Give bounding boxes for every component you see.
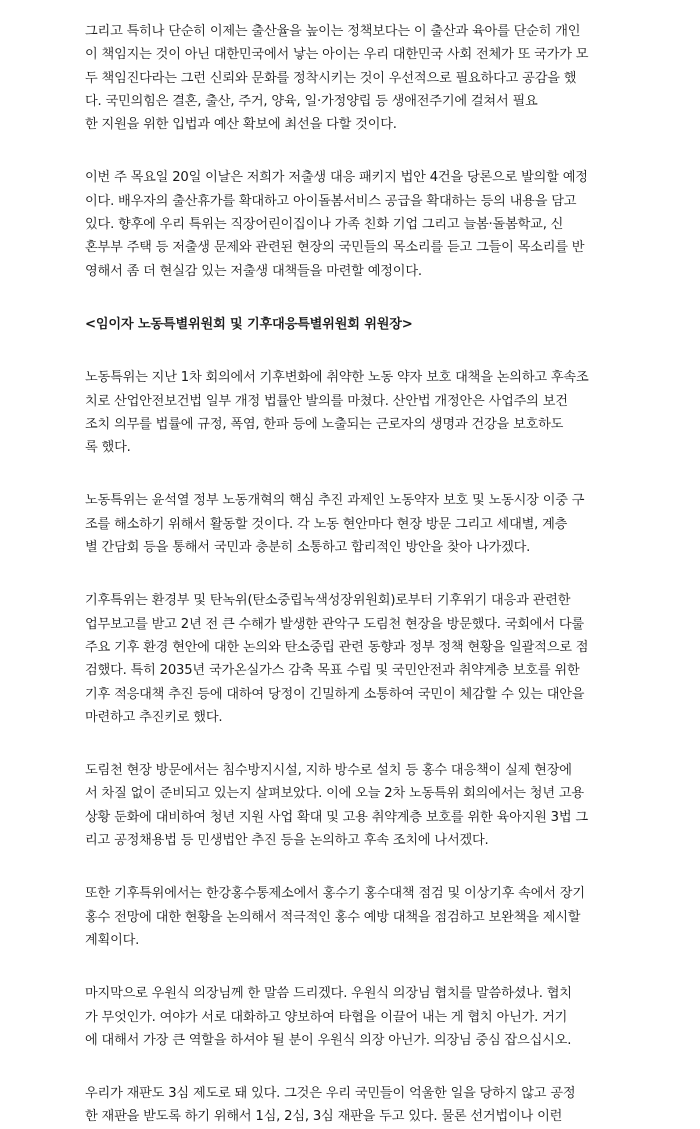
- paragraph-lowbirth-policy: [85, 20, 620, 136]
- text-line: 기후 적응대책 추진 등에 대하여 당정이 긴밀하게 소통하여 국민이 체감할 수 있는 대안을: [85, 686, 585, 702]
- text-line: 에 대해서 가장 큰 역할을 하셔야 될 분이 우원식 의장 아닌가. 의장님 중심 잡으십시오.: [85, 1032, 572, 1048]
- text-line: 주요 기후 환경 현안에 대한 논의와 탄소중립 관련 동향과 정부 정책 현황을 일괄적으로 점: [85, 639, 589, 655]
- text-line: 마련하고 추진키로 했다.: [85, 709, 223, 725]
- paragraph-trial-system: [85, 1082, 620, 1129]
- text-line: 또한 기후특위에서는 한강홍수통제소에서 홍수기 홍수대책 점검 및 이상기후 속에서 장기: [85, 886, 585, 902]
- text-line: 계획이다.: [85, 932, 140, 948]
- text-line: 조를 해소하기 위해서 활동할 것이다. 각 노동 현안마다 현장 방문 그리고 세대별, 계층: [85, 516, 568, 532]
- paragraph-flood-control: [85, 882, 620, 952]
- text-line: 마지막으로 우원식 의장님께 한 말씀 드리겠다. 우원식 의장님 협치를 말씀하셨나. 협치: [85, 986, 572, 1002]
- text-line: 한 지원을 위한 입법과 예산 확보에 최선을 다할 것이다.: [85, 117, 397, 133]
- text-line: 다. 국민의힘은 결혼, 출산, 주거, 양육, 일·가정양립 등 생애전주기에 걸쳐서 필요: [85, 93, 538, 109]
- text-line: 상황 둔화에 대비하여 청년 지원 사업 확대 및 고용 취약계층 보호를 위한 육아지원 3법 그: [85, 809, 588, 825]
- text-line: 이번 주 목요일 20일 이날은 저희가 저출생 대응 패키지 법안 4건을 당론으로 발의할 예정: [85, 170, 588, 186]
- text-line: 치로 산업안전보건법 일부 개정 법률안 발의를 마쳤다. 산안법 개정안은 사업주의 보건: [85, 393, 568, 409]
- text-line: 노동특위는 지난 1차 회의에서 기후변화에 취약한 노동 약자 보호 대책을 논의하고 후속조: [85, 370, 589, 386]
- paragraph-package-bills: [85, 166, 620, 282]
- paragraph-labor-reform: [85, 489, 620, 559]
- paragraph-climate-committee: [85, 589, 620, 729]
- section-heading: <임이자 노동특별위원회 및 기후대응특별위원회 위원장>: [85, 316, 413, 332]
- text-line: 이다. 배우자의 출산휴가를 확대하고 아이돌봄서비스 공급을 확대하는 등의 내용을 담고: [85, 193, 577, 209]
- text-line: 홍수 전망에 대한 현황을 논의해서 적극적인 홍수 예방 대책을 점검하고 보완책을 제시할: [85, 909, 581, 925]
- text-line: 그리고 특히나 단순히 이제는 출산율을 높이는 정책보다는 이 출산과 육아를 단순히 개인: [85, 24, 581, 39]
- paragraph-dorimcheon-visit: [85, 759, 620, 852]
- text-line: 검했다. 특히 2035년 국가온실가스 감축 목표 수립 및 국민안전과 취약계층 보호를 위한: [85, 663, 580, 679]
- text-line: 서 차질 없이 준비되고 있는지 살펴보았다. 이에 오늘 2차 노동특위 회의에서는 청년 고용: [85, 786, 584, 802]
- text-line: 기후특위는 환경부 및 탄녹위(탄소중립녹색성장위원회)로부터 기후위기 대응과 관련한: [85, 593, 571, 609]
- text-line: 이 책임지는 것이 아닌 대한민국에서 낳는 아이는 우리 대한민국 사회 전체가 또 국가가 모: [85, 47, 589, 63]
- text-line: 우리가 재판도 3심 제도로 돼 있다. 그것은 우리 국민들이 억울한 일을 당하지 않고 공정: [85, 1086, 576, 1102]
- text-line: 별 간담회 등을 통해서 국민과 충분히 소통하고 합리적인 방안을 찾아 나가겠다.: [85, 540, 531, 556]
- text-line: 한 재판을 받도록 하기 위해서 1심, 2심, 3심 재판을 두고 있다. 물론 선거법이나 이런: [85, 1109, 563, 1125]
- text-line: 혼부부 주택 등 저출생 문제와 관련된 현장의 국민들의 목소리를 듣고 그들이 목소리를 반: [85, 240, 585, 256]
- text-line: 리고 공정채용법 등 민생법안 추진 등을 논의하고 후속 조치에 나서겠다.: [85, 833, 489, 849]
- text-line: 영해서 좀 더 현실감 있는 저출생 대책들을 마련할 예정이다.: [85, 263, 422, 279]
- paragraph-speaker-remarks: [85, 982, 620, 1052]
- text-line: 록 했다.: [85, 440, 131, 456]
- text-line: 있다. 향후에 우리 특위는 직장어린이집이나 가족 친화 기업 그리고 늘봄·돌봄학교, 신: [85, 217, 564, 233]
- text-line: 노동특위는 윤석열 정부 노동개혁의 핵심 추진 과제인 노동약자 보호 및 노동시장 이중 구: [85, 493, 585, 509]
- text-line: 가 무엇인가. 여야가 서로 대화하고 양보하여 타협을 이끌어 내는 게 협치 아닌가. 거기: [85, 1009, 568, 1025]
- text-line: 조치 의무를 법률에 규정, 폭염, 한파 등에 노출되는 근로자의 생명과 건강을 보호하도: [85, 416, 564, 432]
- text-line: 두 책임진다라는 그런 신뢰와 문화를 정착시키는 것이 우선적으로 필요하다고 공감을 했: [85, 70, 577, 86]
- text-line: 도림천 현장 방문에서는 침수방지시설, 지하 방수로 설치 등 홍수 대응책이 실제 현장에: [85, 763, 572, 779]
- text-line: 업무보고를 받고 2년 전 큰 수해가 발생한 관악구 도림천 현장을 방문했다. 국회에서 다룰: [85, 616, 584, 632]
- paragraph-labor-committee-first: [85, 366, 620, 459]
